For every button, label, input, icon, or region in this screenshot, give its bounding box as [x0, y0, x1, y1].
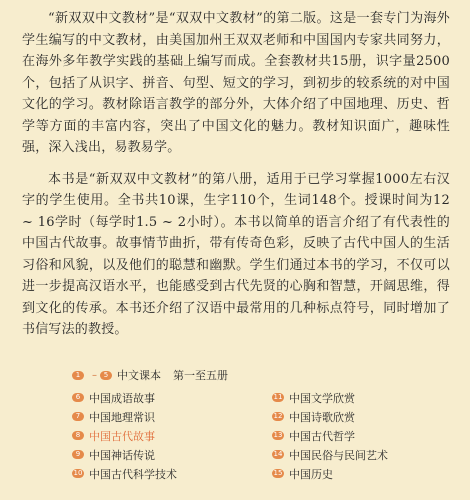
series-sublabel: 第一至五册 — [173, 369, 228, 382]
series-item-label: 中国古代哲学 — [289, 429, 355, 443]
intro-paragraph-2: 本书是“新双双中文教材”的第八册，适用于已学习掌握1000左右汉字的学生使用。全书共10课，生字110个，生词148个。授课时间为12 ~ 16学时（每学时1.5 ~ 2小时）。本书以简单的语言介绍了有代表性的中国古代故事。故事情节曲折，带有传奇色彩，反映了古代中国人的生活习俗和风貌，以及他们的聪慧和幽默。学生们通过本书的学习，不仅可以进一步提高汉语水平，也能感受到古代先贤的心胸和智慧，开阔思维，得到文化的传承。本书还介绍了汉语中最常用的几种标点符号，同时增加了书信写法的教授。 — [22, 171, 450, 337]
volume-number-badge: 14 — [273, 450, 283, 458]
series-item-current — [72, 426, 252, 445]
series-item-label: 中国古代故事 — [89, 429, 155, 443]
series-right-column — [272, 388, 452, 483]
volume-number-badge: 8 — [72, 431, 84, 440]
volume-number-badge: 12 — [273, 412, 283, 420]
volume-number-badge: 1 — [72, 371, 84, 380]
volume-number-badge: 6 — [72, 393, 84, 402]
series-item — [72, 464, 252, 483]
range-dash: – — [92, 369, 97, 381]
series-item-label: 中国诗歌欣赏 — [289, 410, 355, 424]
series-first-row — [72, 367, 228, 383]
intro-paragraph-1: “新双双中文教材”是“双双中文教材”的第二版。这是一套专门为海外学生编写的中文教材，由美国加州王双双老师和中国国内专家共同努力，在海外多年教学实践的基础上编写而成。全套教材共15册，识字量2500个，包括了从识字、拼音、句型、短文的学习，到初步的较系统的对中国文化的学习。教材除语言教学的部分外，大体介绍了中国地理、历史、哲学等方面的丰富内容，突出了中国文化的魅力。教材知识面广，趣味性强，深入浅出，易教易学。 — [22, 11, 450, 155]
series-item-label: 中国民俗与民间艺术 — [289, 448, 388, 462]
series-item — [272, 445, 452, 464]
series-item — [272, 464, 452, 483]
series-list — [60, 363, 420, 493]
series-item — [272, 426, 452, 445]
volume-number-badge: 15 — [273, 469, 283, 477]
series-item — [72, 445, 252, 464]
series-item-label: 中国历史 — [289, 467, 333, 481]
series-item — [272, 388, 452, 407]
intro-section — [22, 8, 450, 351]
volume-number-badge: 10 — [73, 469, 83, 477]
series-item — [72, 407, 252, 426]
series-item-label: 中国文学欣赏 — [289, 391, 355, 405]
series-label: 中文课本 — [117, 369, 161, 382]
volume-number-badge: 5 — [100, 371, 112, 380]
series-left-column — [72, 388, 252, 483]
volume-number-badge: 7 — [72, 412, 84, 421]
volume-number-badge: 13 — [273, 431, 283, 439]
series-item-label: 中国成语故事 — [89, 391, 155, 405]
series-item — [272, 407, 452, 426]
volume-number-badge: 9 — [72, 450, 84, 459]
volume-number-badge: 11 — [273, 393, 283, 401]
series-item-label: 中国古代科学技术 — [89, 467, 177, 481]
series-item — [72, 388, 252, 407]
series-item-label: 中国神话传说 — [89, 448, 155, 462]
series-item-label: 中国地理常识 — [89, 410, 155, 424]
